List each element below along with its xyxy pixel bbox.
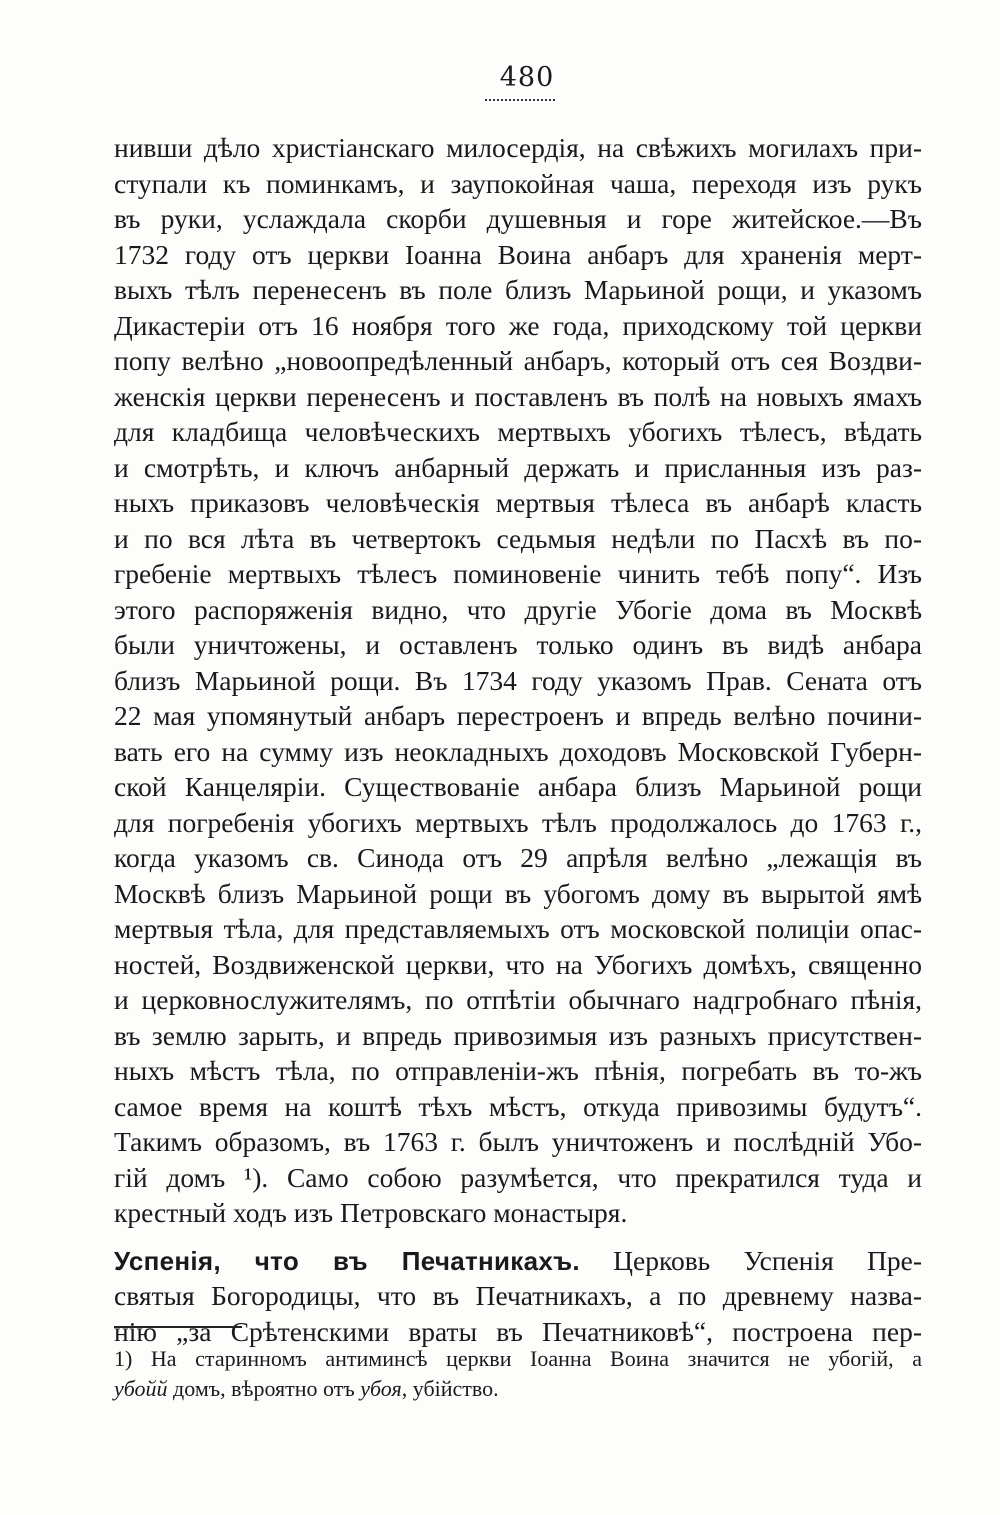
text-line: и по вся лѣта въ четвертокъ седьмыя недѣли по Пасхѣ въ по- [114,522,922,554]
text-line: попу велѣно „новоопредѣленный анбаръ, который отъ сея Воздви- [114,345,922,376]
section-first-line [114,1243,922,1279]
text-line: Такимъ образомъ, въ 1763 г. былъ уничтоженъ и послѣдній Убо- [114,1126,922,1157]
text-line: 22 мая упомянутый анбаръ перестроенъ и впредь велѣно почини- [114,700,922,731]
text-line: нію „за Срѣтенскими враты въ Печатниковѣ“, построена пер- [114,1315,922,1347]
text-line: выхъ тѣлъ перенесенъ въ поле близъ Марьиной рощи, и указомъ [114,274,922,305]
text-line: близъ Марьиной рощи. Въ 1734 году указомъ Прав. Сената отъ [114,664,922,696]
text-line: и смотрѣть, и ключъ анбарный держать и присланныя изъ раз- [114,451,922,483]
paragraph-gap [114,1231,922,1243]
footnote-italic-term: убойй [114,1376,168,1401]
footnotes [114,1344,922,1404]
text-line: нивши дѣло христіанскаго милосердія, на свѣжихъ могилахъ при- [114,132,922,163]
footnote-text: , убійство. [401,1376,499,1401]
text-line: самое время на коштѣ тѣхъ мѣстъ, откуда привозимы будутъ“. [114,1090,922,1122]
text-line: Дикастеріи отъ 16 ноября того же года, приходскому той церкви [114,309,922,341]
text-line: 1732 году отъ церкви Іоанна Воина анбаръ для храненія мерт- [114,238,922,270]
text-line: ской Канцеляріи. Существованіе анбара близъ Марьиной рощи [114,771,922,802]
text-line: гій домъ ¹). Само собою разумѣется, что прекратился туда и [114,1161,922,1193]
text-line: женскія церкви перенесенъ и поставленъ въ полѣ на новыхъ ямахъ [114,380,922,412]
page-number-underline [485,99,555,101]
text-line: въ землю зарыть, и впредь привозимыя изъ разныхъ присутствен- [114,1019,922,1051]
text-line: ныхъ приказовъ человѣческія мертвыя тѣлеса въ анбарѣ класть [114,487,922,518]
section-heading: Успенія, что въ Печатникахъ. [114,1245,580,1276]
text-line: въ руки, услаждала скорби душевныя и горе житейское.—Въ [114,203,922,234]
text-line: и церковнослужителямъ, по отпѣтіи обычнаго надгробнаго пѣнія, [114,984,922,1015]
text-line: для погребенія убогихъ мертвыхъ тѣлъ продолжалось до 1763 г., [114,806,922,838]
text-line: ступали къ поминкамъ, и заупокойная чаша, переходя изъ рукъ [114,167,922,199]
main-text [114,130,922,1349]
text-line: когда указомъ св. Синода отъ 29 апрѣля велѣно „лежащія въ [114,842,922,873]
text-line: вать его на сумму изъ неокладныхъ доходовъ Московской Губерн- [114,735,922,767]
footnote-line [114,1374,922,1404]
text-line: крестный ходъ изъ Петровскаго монастыря. [114,1197,628,1228]
text-line: Москвѣ близъ Марьиной рощи въ убогомъ дому въ вырытой ямѣ [114,877,922,909]
footnote-text: домъ, вѣроятно отъ [167,1376,361,1401]
footnote-line: 1) На старинномъ антиминсѣ церкви Іоанна Воина значится не убогій, а [114,1346,922,1371]
text-line: для кладбища человѣческихъ мертвыхъ убогихъ тѣлесъ, вѣдать [114,416,922,447]
text-line: ныхъ мѣстъ тѣла, по отправленіи-жъ пѣнія, погребать въ то-жъ [114,1055,922,1086]
text-line: ностей, Воздвиженской церкви, что на Убогихъ домѣхъ, священно [114,948,922,980]
text-line: мертвыя тѣла, для представляемыхъ отъ московской полиціи опас- [114,913,922,944]
page-number: 480 [499,62,555,93]
section-first-line-text: Церковь Успенія Пре- [613,1244,922,1276]
footnote-divider [114,1326,242,1328]
text-line: были уничтожены, и оставленъ только одинъ въ видѣ анбара [114,629,922,660]
text-line: этого распоряженія видно, что другіе Убогіе дома въ Москвѣ [114,593,922,625]
footnote-italic-term: убоя [360,1376,402,1401]
text-line: святыя Богородицы, что въ Печатникахъ, а по древнему назва- [114,1280,922,1311]
text-line: гребеніе мертвыхъ тѣлесъ поминовеніе чинить тебѣ попу“. Изъ [114,558,922,589]
